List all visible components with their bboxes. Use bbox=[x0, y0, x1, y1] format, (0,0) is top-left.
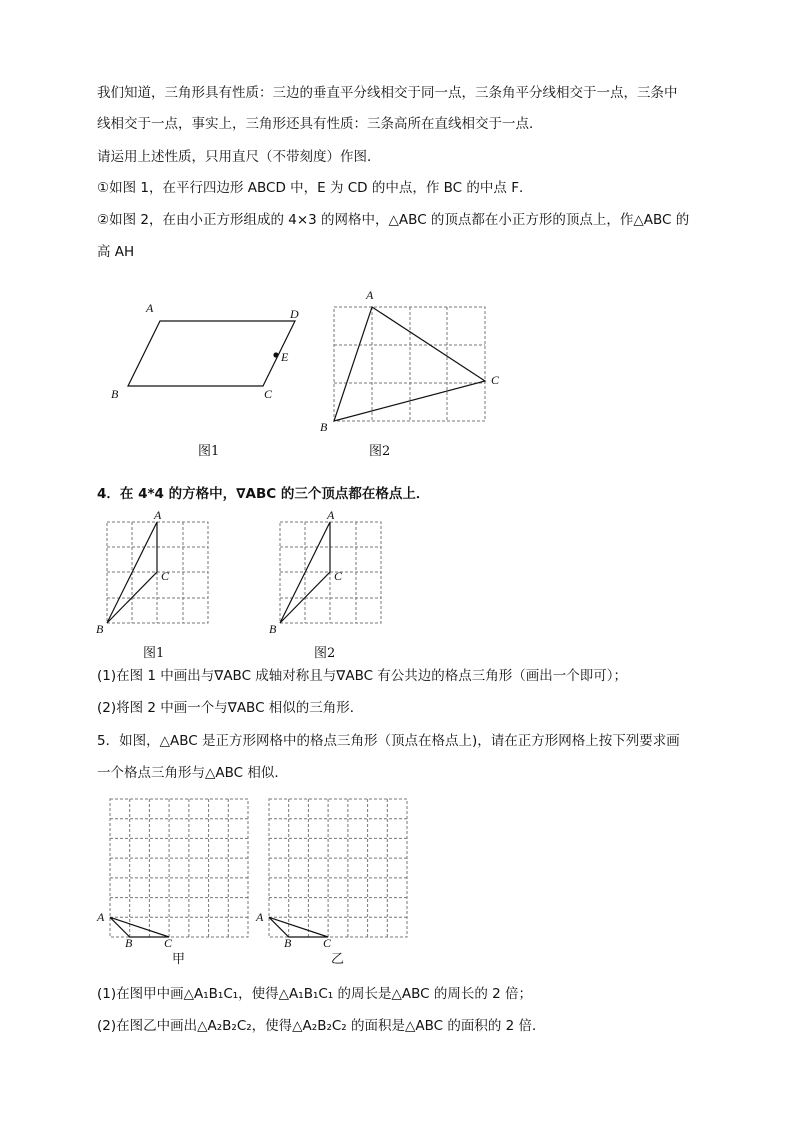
label-b: B bbox=[269, 622, 277, 636]
figure-1-caption: 图1 bbox=[198, 444, 220, 459]
parallelogram-abcd bbox=[128, 321, 295, 386]
label-a: A bbox=[327, 508, 335, 522]
q4-part-2: (2)将图 2 中画一个与∇ABC 相似的三角形． bbox=[97, 700, 364, 716]
grid-lines bbox=[269, 799, 407, 937]
triangle-abc bbox=[269, 917, 328, 937]
label-c: C bbox=[164, 936, 173, 950]
figure-2-caption: 图2 bbox=[369, 444, 391, 459]
label-e: E bbox=[281, 350, 289, 364]
label-c: C bbox=[491, 373, 500, 387]
intro-line-6: 高 AH bbox=[97, 244, 135, 260]
q4-figure-2-caption: 图2 bbox=[314, 646, 336, 661]
label-b: B bbox=[111, 387, 119, 401]
q5-figure-yi-caption: 乙 bbox=[331, 952, 345, 967]
grid-lines bbox=[110, 799, 248, 937]
q5-figure-jia bbox=[95, 795, 255, 950]
q5-figure-jia-caption: 甲 bbox=[172, 952, 186, 967]
intro-line-1: 我们知道，三角形具有性质：三边的垂直平分线相交于同一点，三条角平分线相交于一点，三条中 bbox=[97, 85, 678, 101]
q5-part-1: (1)在图甲中画△A₁B₁C₁，使得△A₁B₁C₁ 的周长是△ABC 的周长的 2 倍； bbox=[97, 986, 533, 1002]
label-a: A bbox=[97, 910, 105, 924]
intro-line-4: ①如图 1，在平行四边形 ABCD 中，E 为 CD 的中点，作 BC 的中点 F． bbox=[97, 180, 533, 196]
label-c: C bbox=[161, 569, 170, 583]
label-a: A bbox=[146, 301, 154, 315]
label-a: A bbox=[366, 288, 374, 302]
intro-line-2: 线相交于一点，事实上，三角形还具有性质：三条高所在直线相交于一点． bbox=[97, 116, 543, 132]
label-c: C bbox=[334, 569, 343, 583]
figure-parallelogram bbox=[100, 290, 320, 420]
intro-line-5: ②如图 2，在由小正方形组成的 4×3 的网格中，△ABC 的顶点都在小正方形的顶点上，作△ABC 的 bbox=[97, 212, 690, 228]
q5-figure-yi bbox=[254, 795, 414, 950]
grid-lines bbox=[334, 307, 485, 421]
q4-part-1: (1)在图 1 中画出与∇ABC 成轴对称且与∇ABC 有公共边的格点三角形（画出一个即可）； bbox=[97, 668, 628, 684]
triangle-abc bbox=[110, 917, 169, 937]
q4-figure-1 bbox=[92, 507, 222, 637]
label-c: C bbox=[264, 387, 273, 401]
label-c: C bbox=[323, 936, 332, 950]
label-b: B bbox=[320, 420, 328, 434]
label-a: A bbox=[154, 508, 162, 522]
q5-line-2: 一个格点三角形与△ABC 相似． bbox=[97, 765, 288, 781]
label-b: B bbox=[125, 936, 133, 950]
q4-title: 4．在 4*4 的方格中，∇ABC 的三个顶点都在格点上． bbox=[97, 486, 430, 502]
label-b: B bbox=[284, 936, 292, 950]
figure-grid-4x3 bbox=[318, 285, 508, 435]
intro-line-3: 请运用上述性质，只用直尺（不带刻度）作图． bbox=[97, 149, 381, 165]
q4-figure-2 bbox=[265, 507, 395, 637]
q4-figure-1-caption: 图1 bbox=[143, 646, 165, 661]
label-a: A bbox=[256, 910, 264, 924]
q5-line-1: 5．如图，△ABC 是正方形网格中的格点三角形（顶点在格点上)，请在正方形网格上按下列要求画 bbox=[97, 733, 680, 749]
point-e bbox=[273, 352, 278, 357]
q5-part-2: (2)在图乙中画出△A₂B₂C₂，使得△A₂B₂C₂ 的面积是△ABC 的面积的 2 倍． bbox=[97, 1018, 546, 1034]
label-b: B bbox=[96, 622, 104, 636]
label-d: D bbox=[290, 307, 299, 321]
